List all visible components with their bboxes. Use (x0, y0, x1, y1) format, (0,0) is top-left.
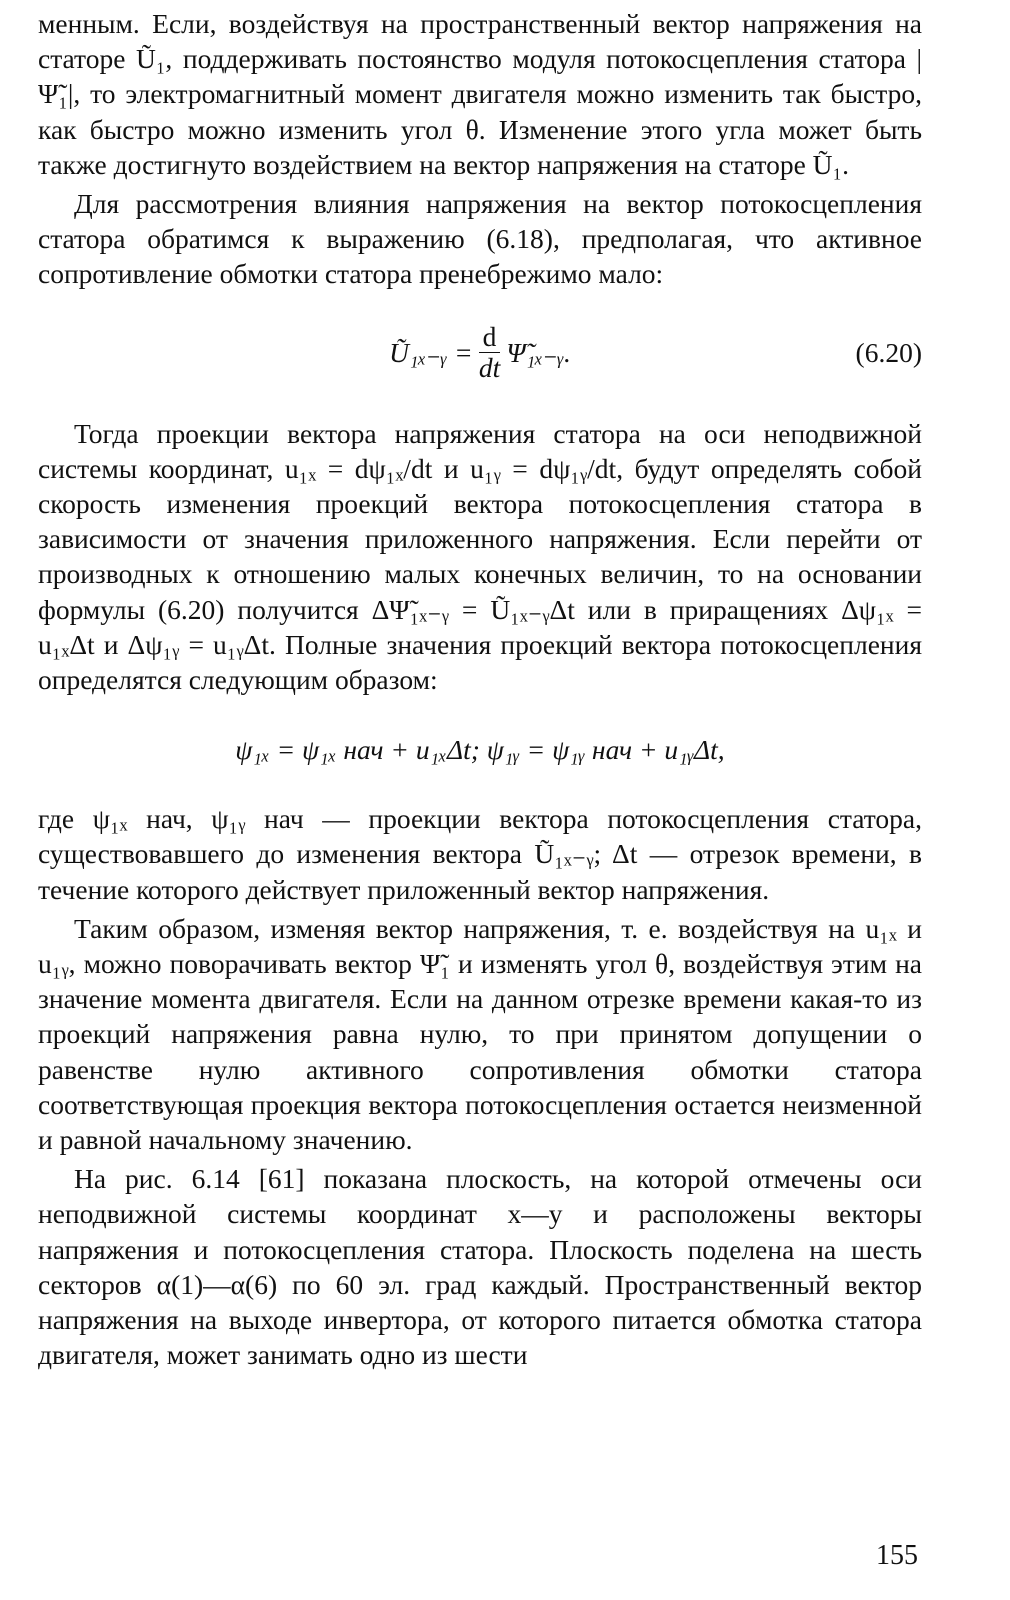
paragraph-6: На рис. 6.14 [61] показана плоскость, на которой отмечены оси неподвижной системы координат x—y и расположены векторы напряжения и потокосцепления статора. Плоскость поделена на шесть секторов α(1)—α(6) по 60 эл. град каждый. Пространственный вектор напряжения на выходе инвертора, от которого питается обмотка статора двигателя, может занимать одно из шести (38, 1163, 922, 1371)
formula-derivative (479, 322, 501, 383)
page-number: 155 (876, 1540, 918, 1571)
paragraph-5: Таким образом, изменяя вектор напряжения, т. е. воздействуя на u₁ₓ и u₁ᵧ, можно поворачивать вектор Ψ̃₁ и изменять угол θ, воздействуя этим на значение момента двигателя. Если на данном отрезке времени какая-то из проекций напряжения равна нулю, то при принятом допущении о равенстве нулю активного сопротивления обмотки статора соответствующая проекция вектора потокосцепления остается неизменной и равной начальному значению. (38, 912, 922, 1156)
equation-number: (6.20) (855, 337, 922, 369)
formula-psi-text: ψ₁ₓ = ψ₁ₓ нач + u₁ₓΔt; ψ₁ᵧ = ψ₁ᵧ нач + u₁ᵧΔt, (235, 733, 725, 765)
formula-rhs: Ψ̃₁ₓ₋ᵧ. (506, 337, 571, 369)
formula-denominator: dt (478, 352, 501, 384)
formula-numerator: d (479, 322, 501, 353)
paragraph-3: Тогда проекции вектора напряжения статора на оси неподвижной системы координат, u₁ₓ = dψ₁ₓ/dt и u₁ᵧ = dψ₁ᵧ/dt, будут определять собой скорость изменения проекций вектора потокосцепления статора в зависимости от значения приложенного напряжения. Если перейти от производных к отношению малых конечных величин, то на основании формулы (6.20) получится ΔΨ̃₁ₓ₋ᵧ = Ũ₁ₓ₋ᵧΔt или в приращениях Δψ₁ₓ = u₁ₓΔt и Δψ₁ᵧ = u₁ᵧΔt. Полные значения проекций вектора потокосцепления определятся следующим образом: (38, 417, 922, 696)
paragraph-4: где ψ₁ₓ нач, ψ₁ᵧ нач — проекции вектора потокосцепления статора, существовавшего до изменения вектора Ũ₁ₓ₋ᵧ; Δt — отрезок времени, в течение которого действует приложенный вектор напряжения. (38, 803, 922, 905)
formula-lhs: Ũ₁ₓ₋ᵧ = (389, 337, 473, 369)
formula-6-20 (38, 298, 922, 408)
formula-psi-projections (38, 701, 922, 797)
paragraph-2: Для рассмотрения влияния напряжения на вектор потокосцепления статора обратимся к выражению (6.18), предполагая, что активное сопротивление обмотки статора пренебрежимо мало: (38, 188, 922, 290)
paragraph-1: менным. Если, воздействуя на пространственный вектор напряжения на статоре Ũ₁, поддерживать постоянство модуля потокосцепления статора |Ψ̃₁|, то электромагнитный момент двигателя можно изменить так быстро, как быстро можно изменить угол θ. Изменение этого угла может быть также достигнуто воздействием на вектор напряжения на статоре Ũ₁. (38, 8, 922, 180)
